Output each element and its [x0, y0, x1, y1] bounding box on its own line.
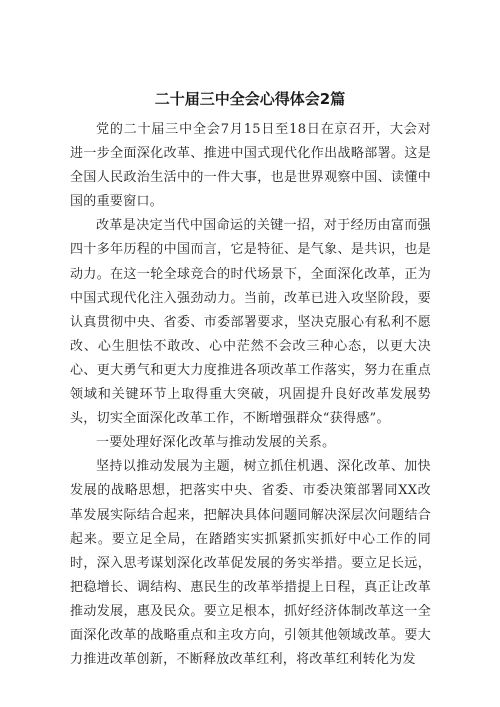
paragraph: 改革是决定当代中国命运的关键一招，对于经历由富而强四十多年历程的中国而言，它是特征、是气象、是共识，也是动力。在这一轮全球竞合的时代场景下，全面深化改革，正为中国式现代化注入强劲动力。当前，改革已进入攻坚阶段，要认真贯彻中央、省委、市委部署要求，坚决克服心有私利不愿改、心生胆怯不敢改、心中茫然不会改三种心态，以更大决心、更大勇气和更大力度推进各项改革工作落实，努力在重点领域和关键环节上取得重大突破，巩固提升良好改革发展势头，切实全面深化改革工作，不断增强群众“获得感”。	[70, 218, 431, 427]
document-title: 二十届三中全会心得体会2篇	[154, 90, 346, 108]
paragraph: 坚持以推动发展为主题，树立抓住机遇、深化改革、加快发展的战略思想，把落实中央、省委、市委决策部署同XX改革发展实际结合起来，把解决具体问题同解决深层次问题结合起来。要立足全局，在踏踏实实抓紧抓实抓好中心工作的同时，深入思考谋划深化改革促发展的务实举措。要立足长远，把稳增长、调结构、惠民生的改革举措提上日程，真正让改革推动发展，惠及民众。要立足根本，抓好经济体制改革这一全面深化改革的战略重点和主攻方向，引领其他领域改革。要大力推进改革创新，不断释放改革红利，将改革红利转化为发	[70, 459, 431, 668]
document-body	[70, 118, 431, 672]
paragraph: 党的二十届三中全会7月15日至18日在京召开，大会对进一步全面深化改革、推进中国式现代化作出战略部署。这是全国人民政治生活中的一件大事，也是世界观察中国、读懂中国的重要窗口。	[70, 122, 431, 210]
paragraph: 一要处理好深化改革与推动发展的关系。	[96, 435, 336, 451]
